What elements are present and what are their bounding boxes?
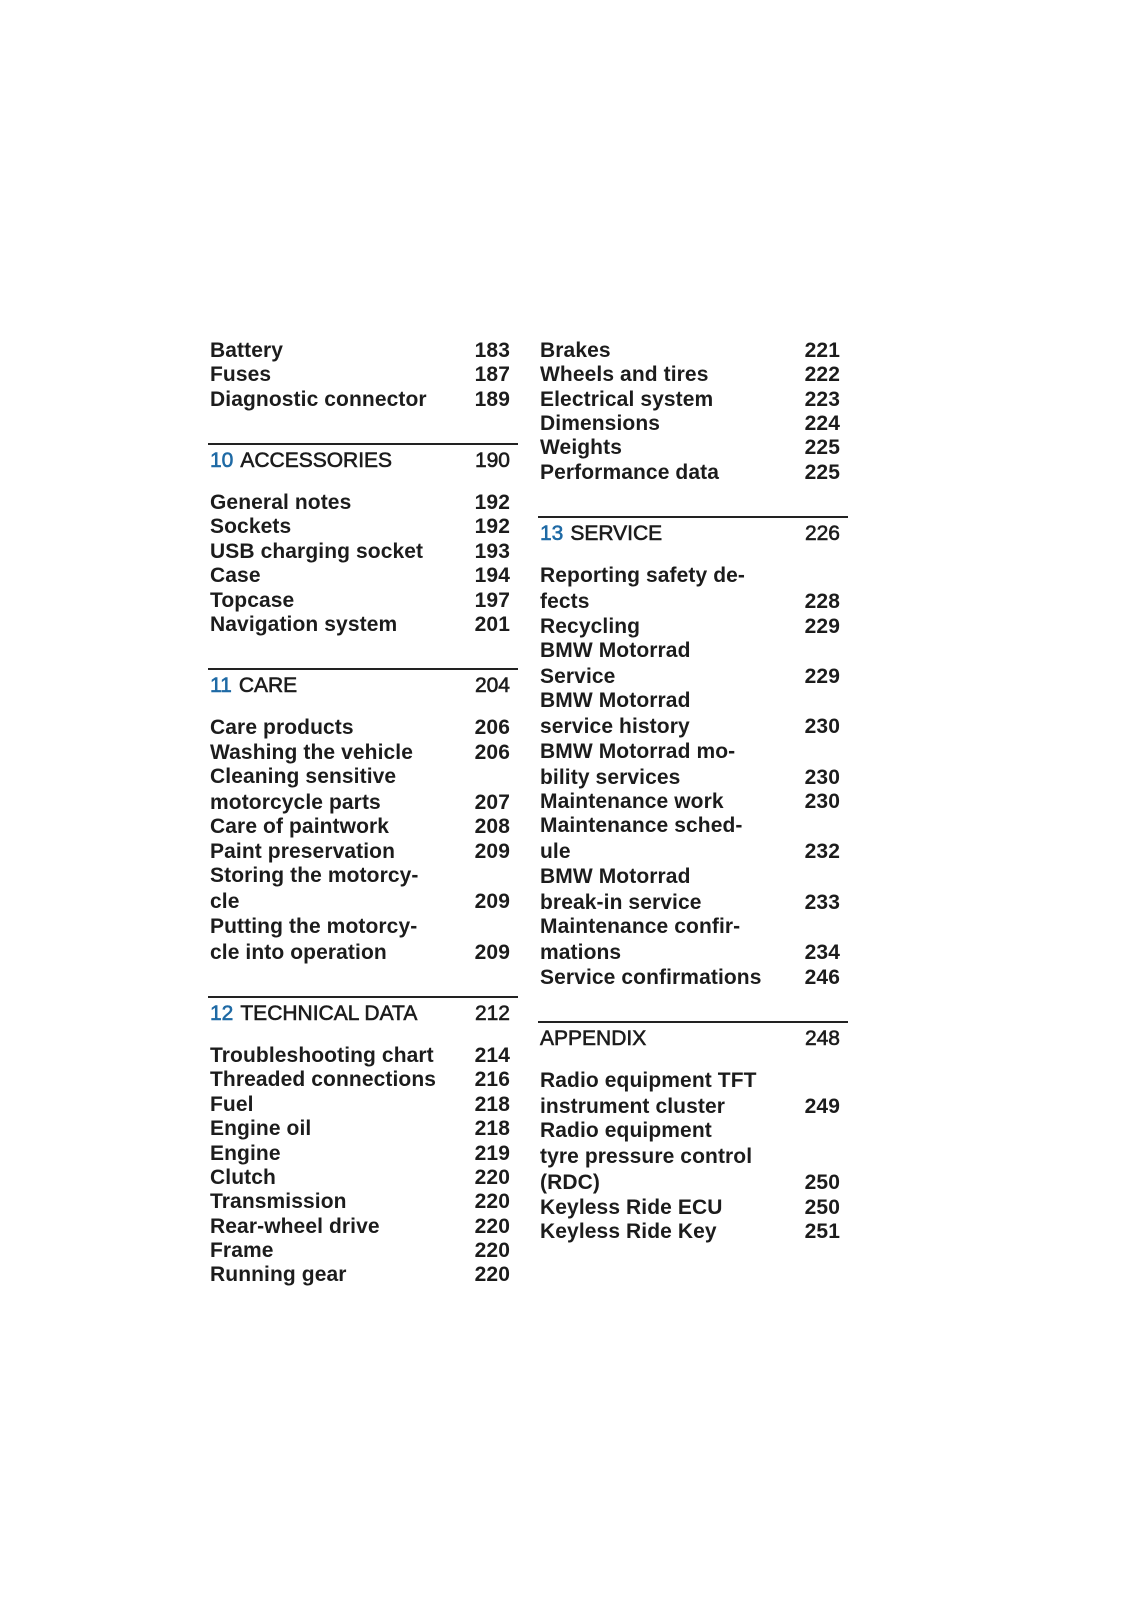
toc-entry-title — [210, 491, 351, 515]
toc-entry[interactable] — [538, 564, 848, 614]
toc-entry-title — [210, 915, 417, 965]
toc-entry-title — [210, 1142, 281, 1166]
toc-entry-line: Reporting safety de- — [540, 564, 746, 588]
toc-entry-page-number: 183 — [474, 338, 510, 362]
toc-entry-page-number: 209 — [474, 940, 510, 964]
toc-entry-line: Keyless Ride ECU — [540, 1195, 723, 1219]
section-heading-label — [210, 449, 392, 473]
toc-entry[interactable] — [208, 1239, 518, 1263]
toc-entry-line: Topcase — [210, 588, 295, 612]
toc-entry-page-number: 220 — [474, 1263, 510, 1287]
toc-entry-line: Sockets — [210, 515, 292, 539]
section-divider — [538, 1021, 848, 1023]
section-number: 11 — [210, 674, 232, 698]
toc-entry-line: Service — [540, 664, 616, 688]
toc-entry-title — [210, 339, 283, 363]
section-page-number: 204 — [474, 674, 510, 698]
toc-entry-title — [540, 1119, 752, 1195]
toc-entry-page-number: 223 — [804, 387, 840, 411]
toc-entry-line: instrument cluster — [540, 1094, 726, 1118]
toc-entry-page-number: 222 — [804, 363, 840, 387]
toc-entry-line: Navigation system — [210, 612, 398, 636]
toc-entry-page-number: 220 — [474, 1214, 510, 1238]
toc-entry-title — [210, 864, 419, 914]
toc-entry-line: Troubleshooting chart — [210, 1043, 434, 1067]
toc-section — [538, 516, 848, 990]
toc-entry-title — [540, 740, 735, 790]
toc-entry-title — [540, 615, 640, 639]
section-title: TECHNICAL DATA — [240, 1001, 418, 1025]
toc-entry[interactable] — [208, 613, 518, 637]
toc-entry[interactable] — [538, 461, 848, 485]
toc-entry-line: Diagnostic connector — [210, 387, 427, 411]
toc-entry-line: Frame — [210, 1239, 274, 1263]
toc-entry-group — [538, 564, 848, 990]
toc-entry-group — [538, 1069, 848, 1245]
section-divider — [208, 996, 518, 998]
toc-entry[interactable] — [208, 491, 518, 515]
toc-entry-page-number: 232 — [804, 840, 840, 864]
toc-entry-page-number: 214 — [474, 1043, 510, 1067]
toc-entry-line: General notes — [210, 490, 352, 514]
section-heading[interactable] — [208, 674, 518, 698]
toc-entry-title — [540, 1196, 723, 1220]
toc-entry-line: Brakes — [540, 338, 611, 362]
toc-entry-title — [540, 814, 743, 864]
toc-entry[interactable] — [538, 740, 848, 790]
toc-entry-title — [210, 716, 354, 740]
section-heading-label — [540, 522, 662, 546]
toc-entry[interactable] — [208, 741, 518, 765]
toc-entry-page-number: 230 — [804, 715, 840, 739]
toc-entry-line: Transmission — [210, 1190, 347, 1214]
toc-entry[interactable] — [538, 615, 848, 639]
toc-entry-title — [540, 1069, 757, 1119]
toc-entry-line: Radio equipment TFT — [540, 1068, 757, 1092]
toc-entry-title — [210, 1117, 311, 1141]
toc-entry-title — [210, 540, 423, 564]
toc-entry-page-number: 251 — [804, 1220, 840, 1244]
toc-entry[interactable] — [208, 1117, 518, 1141]
toc-entry-line: service history — [540, 715, 690, 739]
toc-entry-line: Maintenance sched- — [540, 814, 743, 838]
section-title: APPENDIX — [540, 1026, 647, 1050]
toc-entry-page-number: 194 — [474, 564, 510, 588]
toc-entry-page-number: 221 — [804, 338, 840, 362]
toc-entry-line: bility services — [540, 765, 681, 789]
toc-entry-page-number: 219 — [474, 1141, 510, 1165]
toc-entry-page-number: 233 — [804, 890, 840, 914]
toc-entry-group — [208, 1044, 518, 1288]
toc-entry-line: Paint preservation — [210, 839, 396, 863]
toc-entry-page-number: 225 — [804, 460, 840, 484]
toc-entry-page-number: 225 — [804, 436, 840, 460]
toc-section — [208, 668, 518, 965]
toc-entry-line: BMW Motorrad mo- — [540, 739, 736, 763]
toc-entry-line: (RDC) — [540, 1171, 600, 1195]
toc-entry-page-number: 220 — [474, 1165, 510, 1189]
toc-entry[interactable] — [208, 564, 518, 588]
toc-entry-page-number: 208 — [474, 815, 510, 839]
toc-entry-line: break-in service — [540, 890, 702, 914]
toc-entry-group — [208, 716, 518, 965]
toc-entry-line: Washing the vehicle — [210, 740, 413, 764]
toc-entry-line: Running gear — [210, 1263, 347, 1287]
toc-entry[interactable] — [538, 689, 848, 739]
section-number: 12 — [210, 1001, 234, 1025]
toc-entry-line: Engine oil — [210, 1117, 312, 1141]
toc-entry[interactable] — [208, 1044, 518, 1068]
toc-entry-line: ule — [540, 840, 571, 864]
toc-entry-line: Engine — [210, 1141, 281, 1165]
toc-entry-title — [210, 589, 294, 613]
section-divider — [208, 668, 518, 670]
toc-entry-title — [210, 1093, 254, 1117]
toc-entry-title — [210, 1239, 274, 1263]
toc-entry[interactable] — [538, 814, 848, 864]
toc-entry-page-number: 206 — [474, 716, 510, 740]
toc-entry-page-number: 230 — [804, 765, 840, 789]
toc-entry-title — [210, 1190, 347, 1214]
toc-entry[interactable] — [208, 339, 518, 363]
toc-entry-line: BMW Motorrad — [540, 689, 691, 713]
toc-entry-page-number: 218 — [474, 1117, 510, 1141]
toc-entry-line: Fuel — [210, 1092, 254, 1116]
toc-entry-page-number: 249 — [804, 1094, 840, 1118]
toc-entry-title — [210, 1044, 434, 1068]
section-page-number: 226 — [804, 522, 840, 546]
section-heading-label — [210, 1002, 417, 1026]
toc-entry[interactable] — [208, 1215, 518, 1239]
toc-section — [538, 1021, 848, 1245]
toc-entry-line: Electrical system — [540, 387, 714, 411]
toc-entry-page-number: 192 — [474, 490, 510, 514]
toc-entry[interactable] — [208, 515, 518, 539]
toc-section — [208, 443, 518, 637]
toc-entry-line: USB charging socket — [210, 539, 424, 563]
toc-entry[interactable] — [208, 765, 518, 815]
toc-entry-title — [540, 436, 622, 460]
toc-section — [208, 996, 518, 1288]
toc-entry-line: Care products — [210, 716, 354, 740]
toc-entry[interactable] — [538, 639, 848, 689]
toc-entry-page-number: 187 — [474, 363, 510, 387]
toc-entry[interactable] — [208, 589, 518, 613]
toc-entry-title — [540, 388, 713, 412]
toc-entry-line: Care of paintwork — [210, 815, 390, 839]
toc-entry[interactable] — [538, 865, 848, 915]
toc-entry-page-number: 189 — [474, 387, 510, 411]
toc-entry-title — [210, 741, 413, 765]
toc-entry-title — [540, 339, 611, 363]
section-heading-label — [210, 674, 297, 698]
toc-entry-title — [540, 865, 702, 915]
toc-entry-title — [210, 840, 395, 864]
section-number: 10 — [210, 448, 234, 472]
toc-entry-page-number: 192 — [474, 515, 510, 539]
toc-entry-line: mations — [540, 941, 622, 965]
toc-entry[interactable] — [208, 840, 518, 864]
toc-entry-page-number: 209 — [474, 890, 510, 914]
toc-entry-page-number: 206 — [474, 740, 510, 764]
toc-entry[interactable] — [538, 966, 848, 990]
toc-entry-page-number: 228 — [804, 590, 840, 614]
toc-entry-title — [210, 765, 396, 815]
toc-entry-line: Cleaning sensitive — [210, 765, 397, 789]
toc-entry-line: tyre pressure control — [540, 1145, 753, 1169]
toc-column-right — [538, 339, 848, 1245]
toc-entry-title — [210, 815, 389, 839]
toc-entry[interactable] — [208, 540, 518, 564]
toc-entry-group — [208, 339, 518, 412]
toc-entry[interactable] — [208, 716, 518, 740]
toc-entry[interactable] — [208, 1263, 518, 1287]
toc-entry[interactable] — [538, 1119, 848, 1195]
section-page-number: 212 — [474, 1001, 510, 1025]
toc-entry-page-number: 209 — [474, 839, 510, 863]
toc-entry-title — [210, 564, 261, 588]
toc-entry-line: Battery — [210, 338, 284, 362]
section-divider — [208, 443, 518, 445]
toc-entry-line: Case — [210, 564, 261, 588]
toc-entry-title — [210, 515, 291, 539]
section-heading[interactable] — [538, 522, 848, 546]
section-page-number: 190 — [474, 448, 510, 472]
toc-entry[interactable] — [538, 412, 848, 436]
toc-entry[interactable] — [208, 1068, 518, 1092]
toc-entry[interactable] — [538, 1069, 848, 1119]
toc-entry[interactable] — [538, 915, 848, 965]
toc-entry-page-number: 197 — [474, 588, 510, 612]
toc-entry[interactable] — [208, 363, 518, 387]
toc-entry-title — [540, 966, 762, 990]
toc-entry-line: BMW Motorrad — [540, 638, 691, 662]
toc-entry[interactable] — [538, 388, 848, 412]
toc-entry-page-number: 246 — [804, 965, 840, 989]
toc-entry-title — [540, 689, 691, 739]
toc-entry-line: Storing the motorcy- — [210, 864, 419, 888]
toc-entry-line: Maintenance work — [540, 790, 724, 814]
toc-entry-page-number: 230 — [804, 790, 840, 814]
toc-entry-title — [210, 363, 271, 387]
toc-entry[interactable] — [208, 1166, 518, 1190]
toc-entry-title — [540, 1220, 717, 1244]
toc-entry-page-number: 193 — [474, 539, 510, 563]
section-number: 13 — [540, 522, 564, 546]
toc-entry-line: Threaded connections — [210, 1068, 437, 1092]
toc-entry-line: Service confirmations — [540, 965, 762, 989]
toc-entry-page-number: 220 — [474, 1190, 510, 1214]
toc-entry-title — [540, 564, 745, 614]
toc-entry-line: Weights — [540, 436, 622, 460]
toc-entry-line: BMW Motorrad — [540, 864, 691, 888]
toc-entry-line: Dimensions — [540, 411, 661, 435]
section-heading[interactable] — [208, 1002, 518, 1026]
toc-entry[interactable] — [208, 864, 518, 914]
toc-entry-line: Wheels and tires — [540, 363, 709, 387]
toc-entry-line: fects — [540, 590, 590, 614]
toc-entry-title — [540, 461, 719, 485]
toc-entry-line: Keyless Ride Key — [540, 1220, 717, 1244]
toc-entry-title — [210, 388, 427, 412]
toc-entry-line: cle — [210, 890, 240, 914]
toc-entry[interactable] — [538, 363, 848, 387]
toc-entry-line: Clutch — [210, 1165, 276, 1189]
section-page-number: 248 — [804, 1026, 840, 1050]
toc-entry-page-number: 224 — [804, 411, 840, 435]
toc-entry[interactable] — [208, 1093, 518, 1117]
toc-entry-page-number: 220 — [474, 1239, 510, 1263]
toc-entry-line: cle into operation — [210, 940, 387, 964]
toc-entry-group — [538, 339, 848, 485]
section-heading[interactable] — [208, 449, 518, 473]
toc-entry-page-number: 218 — [474, 1092, 510, 1116]
toc-entry-title — [210, 613, 397, 637]
toc-entry-page-number: 250 — [804, 1171, 840, 1195]
toc-entry-line: Recycling — [540, 614, 641, 638]
toc-entry-title — [540, 915, 740, 965]
section-title: CARE — [238, 674, 298, 698]
section-divider — [538, 516, 848, 518]
section-heading[interactable] — [538, 1027, 848, 1051]
toc-entry-line: Maintenance confir- — [540, 915, 741, 939]
toc-entry[interactable] — [208, 1142, 518, 1166]
toc-entry-group — [208, 491, 518, 637]
toc-entry-title — [210, 1263, 347, 1287]
toc-entry[interactable] — [538, 790, 848, 814]
toc-entry-title — [540, 790, 724, 814]
toc-entry-line: Putting the motorcy- — [210, 914, 418, 938]
toc-entry[interactable] — [208, 815, 518, 839]
toc-entry[interactable] — [538, 339, 848, 363]
section-title: SERVICE — [570, 522, 663, 546]
toc-entry-page-number: 234 — [804, 941, 840, 965]
toc-entry-page-number: 207 — [474, 791, 510, 815]
toc-entry-page-number: 201 — [474, 612, 510, 636]
toc-entry[interactable] — [538, 1220, 848, 1244]
toc-entry-page-number: 229 — [804, 664, 840, 688]
section-title: ACCESSORIES — [240, 448, 393, 472]
toc-entry-title — [540, 363, 708, 387]
toc-entry-line: Fuses — [210, 363, 272, 387]
toc-entry-title — [540, 412, 660, 436]
toc-entry[interactable] — [538, 1196, 848, 1220]
toc-entry[interactable] — [208, 1190, 518, 1214]
toc-entry-title — [210, 1215, 380, 1239]
toc-column-left — [208, 339, 518, 1288]
toc-entry-line: Performance data — [540, 460, 720, 484]
toc-entry[interactable] — [538, 436, 848, 460]
toc-entry-page-number: 229 — [804, 614, 840, 638]
toc-entry-page-number: 216 — [474, 1068, 510, 1092]
toc-entry-line: Rear-wheel drive — [210, 1214, 380, 1238]
toc-entry[interactable] — [208, 915, 518, 965]
toc-entry-line: motorcycle parts — [210, 791, 381, 815]
toc-entry[interactable] — [208, 388, 518, 412]
toc-entry-line: Radio equipment — [540, 1119, 712, 1143]
toc-entry-title — [210, 1068, 436, 1092]
toc-entry-title — [210, 1166, 276, 1190]
toc-entry-title — [540, 639, 691, 689]
toc-entry-page-number: 250 — [804, 1195, 840, 1219]
